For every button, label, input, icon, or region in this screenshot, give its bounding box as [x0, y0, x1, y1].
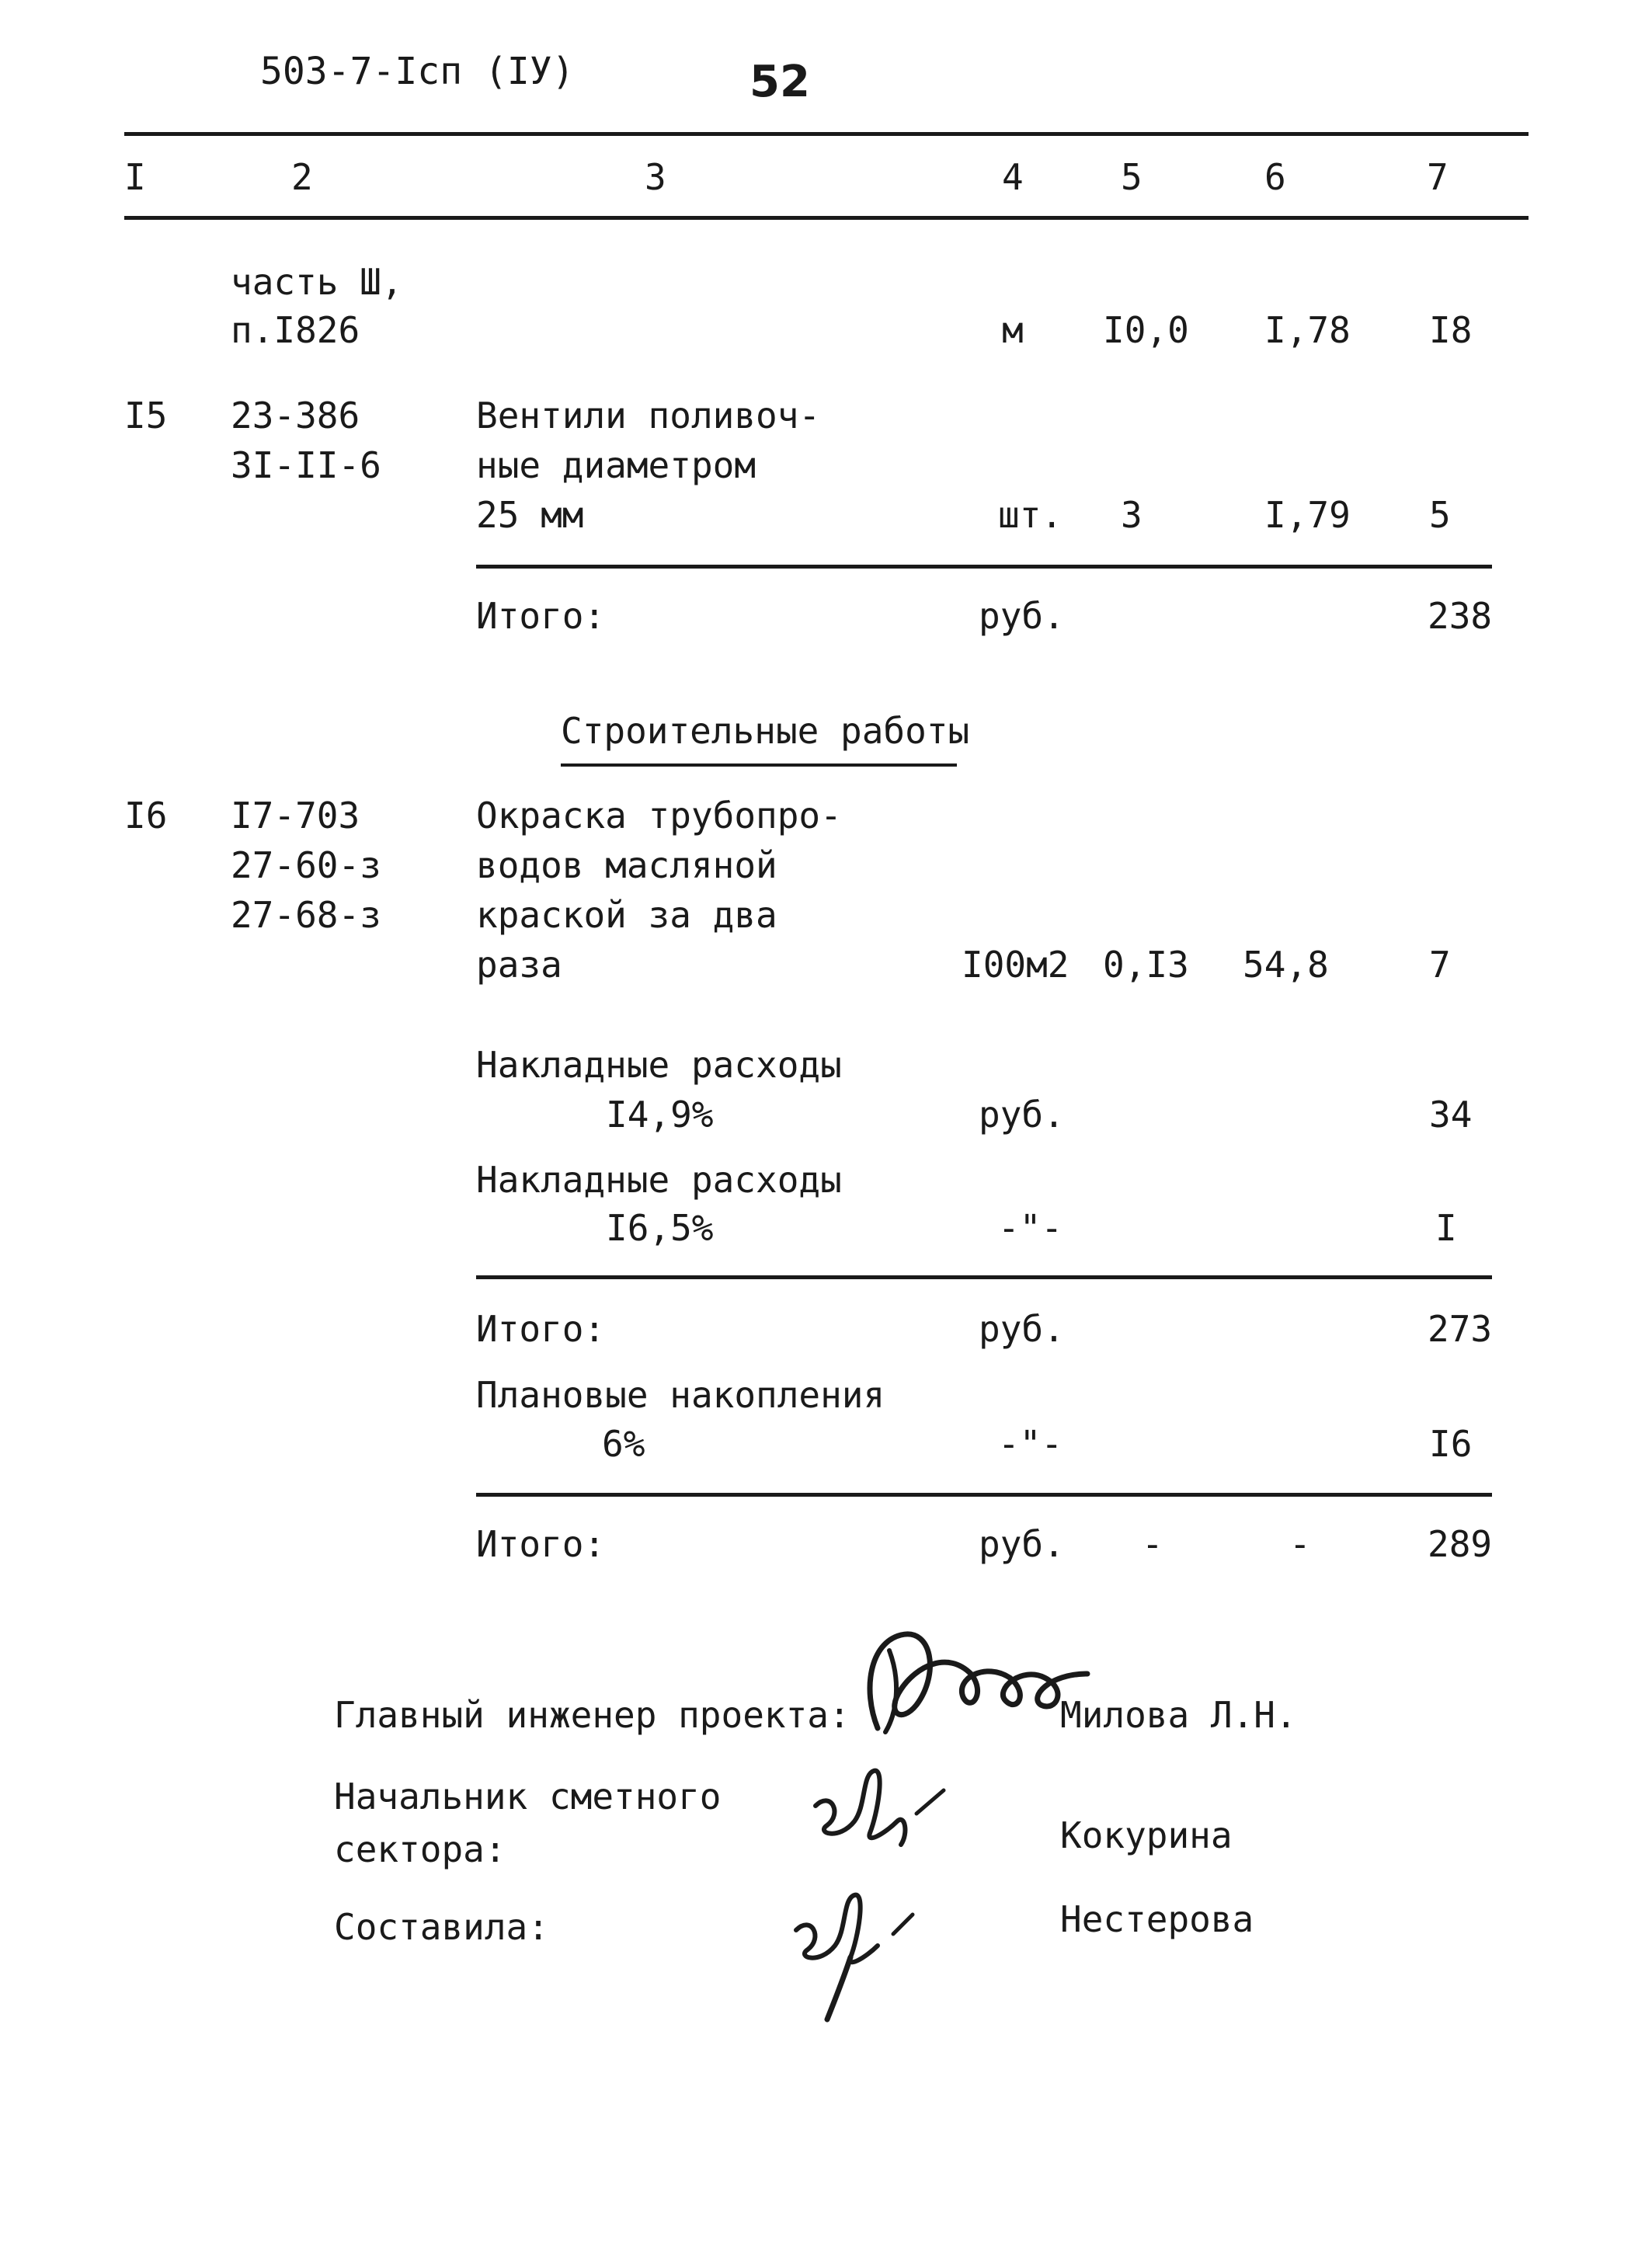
signature-role: Составила:: [334, 1906, 549, 1948]
row-ref-line: 27-68-з: [231, 894, 381, 936]
signature-name: Кокурина: [1060, 1814, 1233, 1856]
row-desc-line: краской за два: [476, 894, 777, 936]
column-header-5: 5: [1121, 156, 1142, 198]
signature-name: Милова Л.Н.: [1060, 1694, 1297, 1736]
row-price: I,79: [1264, 494, 1351, 536]
row-ref-line: часть Ш,: [231, 261, 403, 303]
page-number: 52: [749, 57, 810, 107]
row-unit: м: [1002, 309, 1024, 351]
row-number: I6: [124, 795, 168, 837]
signature-role: сектора:: [334, 1828, 506, 1870]
column-header-1: I: [124, 156, 146, 198]
row-ref-line: п.I826: [231, 309, 360, 351]
signature-mark: [777, 1872, 932, 2027]
row-unit: руб.: [979, 1308, 1065, 1350]
row-desc-line: водов масляной: [476, 844, 777, 886]
row-desc-line: I6,5%: [606, 1207, 714, 1249]
row-price: I,78: [1264, 309, 1351, 351]
total-rule: [476, 1493, 1492, 1497]
row-desc-line: I4,9%: [606, 1094, 714, 1136]
subtotal-rule: [476, 565, 1492, 569]
column-header-4: 4: [1002, 156, 1024, 198]
signature-name: Нестерова: [1060, 1898, 1254, 1940]
row-unit: -"-: [998, 1207, 1063, 1249]
row-total: I: [1435, 1207, 1457, 1249]
row-unit: шт.: [998, 494, 1063, 536]
section-underline: [561, 763, 957, 767]
row-qty: I0,0: [1103, 309, 1189, 351]
row-total: 5: [1429, 494, 1451, 536]
row-ref-line: 23-386: [231, 395, 360, 437]
subtotal-label: Итого:: [476, 1308, 606, 1350]
column-header-6: 6: [1264, 156, 1286, 198]
header-rule: [124, 216, 1529, 220]
row-desc-line: Накладные расходы: [476, 1159, 842, 1201]
subtotal-rule: [476, 1275, 1492, 1279]
row-ref-line: 27-60-з: [231, 844, 381, 886]
row-desc-line: Плановые накопления: [476, 1374, 885, 1416]
signature-mark: [800, 1759, 955, 1876]
row-desc-line: 6%: [602, 1423, 645, 1465]
row-total: 238: [1428, 595, 1493, 637]
row-qty: 3: [1121, 494, 1142, 536]
top-rule: [124, 132, 1529, 136]
row-unit: руб.: [979, 1523, 1065, 1565]
row-unit: I00м2: [962, 944, 1069, 986]
row-unit: руб.: [979, 1094, 1065, 1136]
column-header-7: 7: [1427, 156, 1449, 198]
row-desc-line: ные диаметром: [476, 444, 756, 486]
row-unit: -"-: [998, 1423, 1063, 1465]
row-desc-line: раза: [476, 944, 562, 986]
row-price: 54,8: [1243, 944, 1329, 986]
row-qty: -: [1142, 1523, 1163, 1565]
row-unit: руб.: [979, 595, 1065, 637]
section-heading: Строительные работы: [561, 710, 970, 752]
row-total: 34: [1429, 1094, 1473, 1136]
row-ref-line: I7-703: [231, 795, 360, 837]
row-total: 289: [1428, 1523, 1493, 1565]
signature-role: Главный инженер проекта:: [334, 1694, 850, 1736]
row-price: -: [1289, 1523, 1311, 1565]
total-label: Итого:: [476, 1523, 606, 1565]
row-desc-line: Накладные расходы: [476, 1044, 842, 1086]
row-total: 273: [1428, 1308, 1493, 1350]
document-code: 503-7-Iсп (IУ): [260, 50, 575, 93]
row-desc-line: Вентили поливоч-: [476, 395, 821, 437]
column-header-2: 2: [291, 156, 313, 198]
row-total: 7: [1429, 944, 1451, 986]
signature-role: Начальник сметного: [334, 1776, 722, 1817]
row-total: I6: [1429, 1423, 1473, 1465]
row-desc-line: Окраска трубопро-: [476, 795, 842, 837]
column-header-3: 3: [645, 156, 666, 198]
signature-mark: [854, 1619, 1095, 1744]
row-number: I5: [124, 395, 168, 437]
row-qty: 0,I3: [1103, 944, 1189, 986]
row-total: I8: [1429, 309, 1473, 351]
row-desc-line: 25 мм: [476, 494, 584, 536]
row-ref-line: 3I-II-6: [231, 444, 381, 486]
subtotal-label: Итого:: [476, 595, 606, 637]
